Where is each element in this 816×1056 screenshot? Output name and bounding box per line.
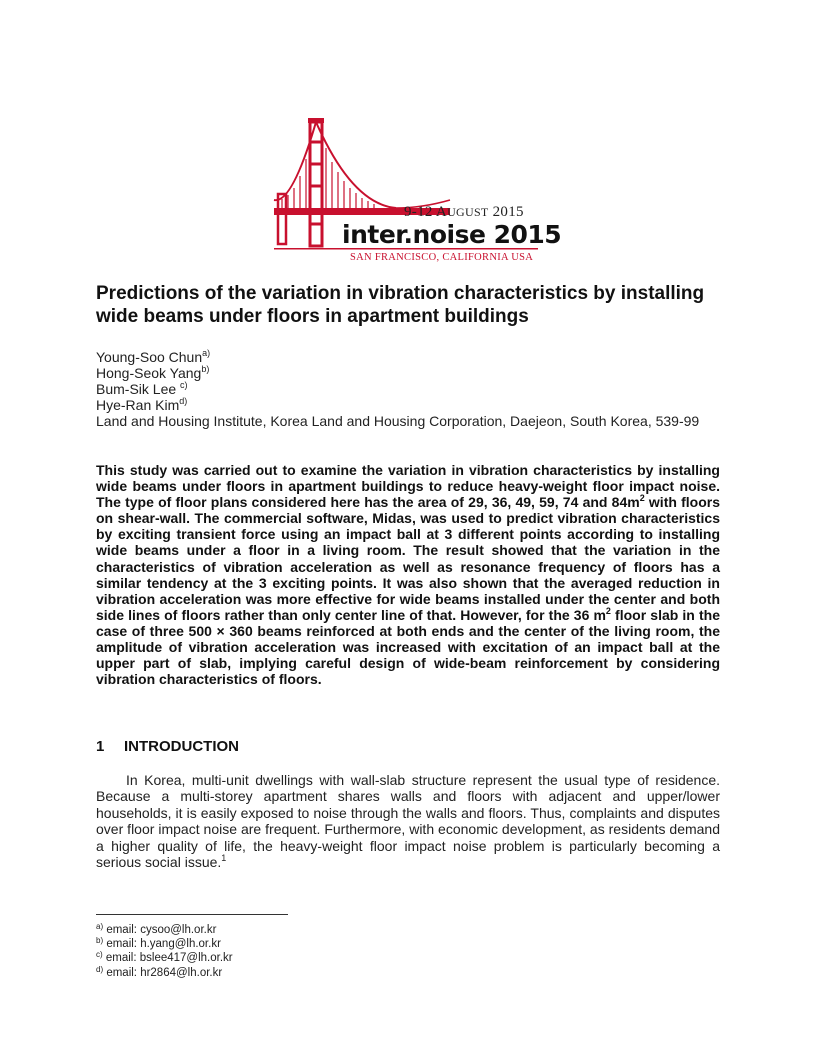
author-list xyxy=(96,349,210,413)
paper-title: Predictions of the variation in vibration characteristics by installing wide beams under floors in apartment buildings xyxy=(96,283,705,327)
footnote-divider xyxy=(96,914,288,915)
conference-date: 9-12 AUGUST 2015 xyxy=(404,204,524,220)
author: Young-Soo Chun$^{a)}$ xyxy=(96,348,211,365)
author: Hye-Ran Kim$^{d)}$ xyxy=(96,396,188,413)
author: Hong-Seok Yang$^{b)}$ xyxy=(96,364,210,381)
footnotes xyxy=(96,923,233,980)
conference-location: SAN FRANCISCO, CALIFORNIA USA xyxy=(350,252,534,263)
section-heading: 1 INTRODUCTION xyxy=(96,738,239,755)
reference-mark: 1 xyxy=(221,853,227,864)
footnote: $^{a)}$ email: cysoo@lh.or.kr xyxy=(96,922,217,936)
introduction-paragraph: In Korea, multi-unit dwellings with wall-slab structure represent the usual type of residence. Because a multi-storey apartment shares walls and floors with adjacent and upper/lower households, it is easily exposed to noise through the walls and floors. Thus, complaints and disputes over floor impact noise are frequent. Furthermore, with economic development, as residents demand a higher quality of life, the heavy-weight floor impact noise problem is particularly becoming a serious social issue.$^1$ xyxy=(96,772,720,871)
conference-brand: inter.noise 2015 xyxy=(342,220,562,249)
affiliation: Land and Housing Institute, Korea Land and Housing Corporation, Daejeon, South Korea, 539-99 xyxy=(96,413,700,429)
abstract: This study was carried out to examine the variation in vibration characteristics by installing wide beams under floors in apartment buildings to reduce heavy-weight floor impact noise. The type of floor plans considered here has the area of 29, 36, 49, 59, 74 and $84m^2$ with floors on shear-wall. The commercial software, Midas, was used to predict vibration characteristics by exciting transient force using an impact ball at 3 different points according to installing wide beams under a floor in a living room. The result showed that the variation in the characteristics of vibration acceleration as well as resonance frequency of floors has a similar tendency at the 3 exciting points. It was also shown that the averaged reduction in vibration acceleration was more effective for wide beams installed under the center and both side lines of floors rather than only center line of that. However, for the 36 $m^2$ floor slab in the case of three 500 × 360 beams reinforced at both ends and the center of the living room, the amplitude of vibration acceleration was increased with excitation of an impact ball at the upper part of slab, implying careful design of wide-beam reinforcement by considering vibration characteristics of floors. xyxy=(96,462,721,688)
footnote: $^{c)}$ email: bslee417@lh.or.kr xyxy=(96,950,233,965)
footnote: $^{b)}$ email: h.yang@lh.or.kr xyxy=(96,936,221,951)
footnote: $^{d)}$ email: hr2864@lh.or.kr xyxy=(96,964,223,979)
author: Bum-Sik Lee $^{c)}$ xyxy=(96,380,188,397)
